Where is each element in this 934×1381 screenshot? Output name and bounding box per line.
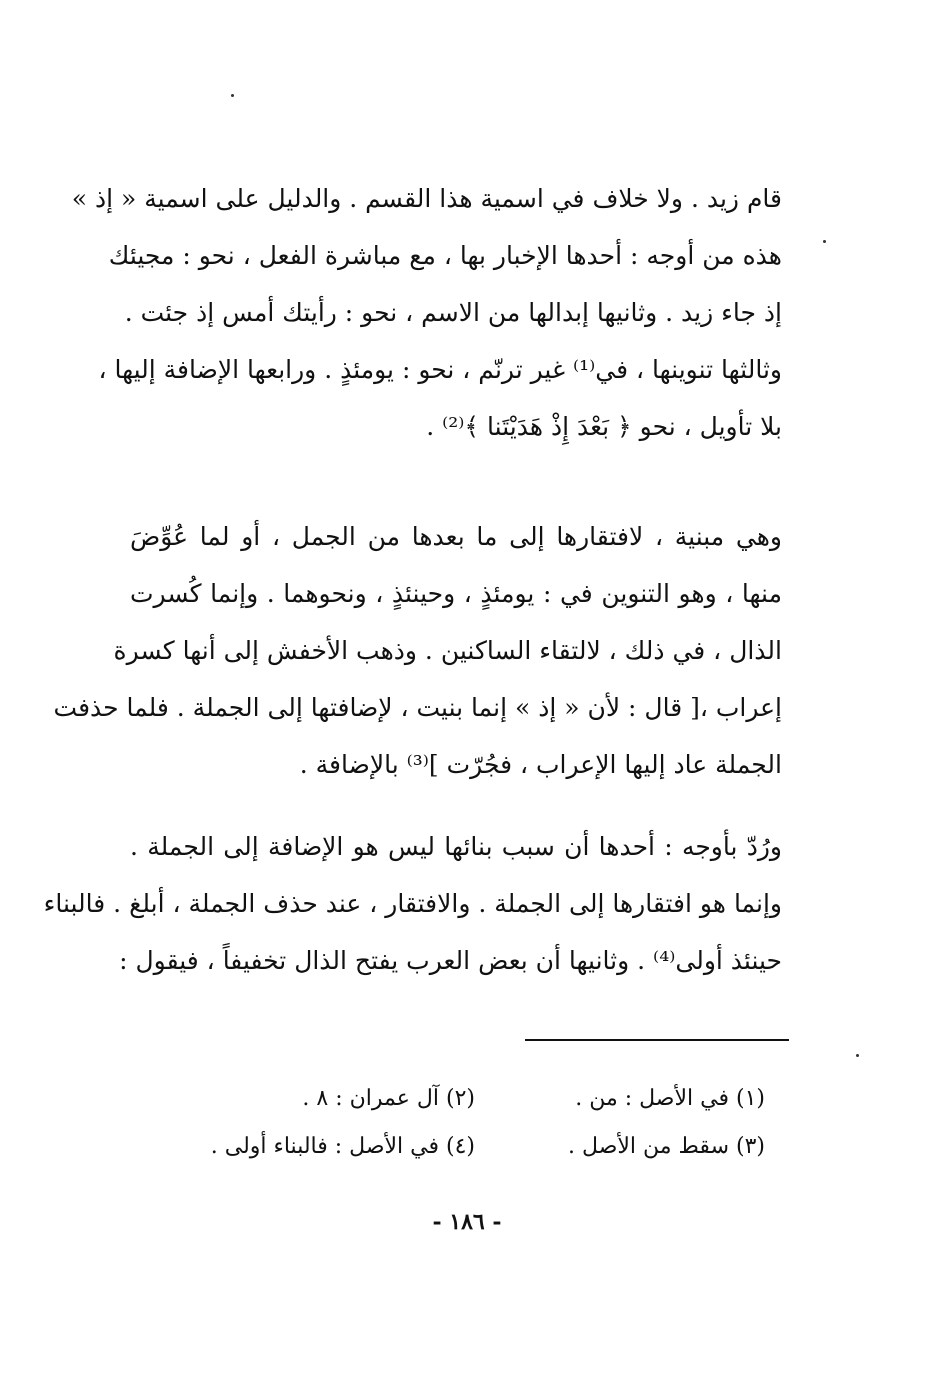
text-line: منها ، وهو التنوين في : يومئذٍ ، وحينئذٍ ، ونحوهما . وإنما كُسرت xyxy=(130,579,782,608)
text-line: ورُدّ بأوجه : أحدها أن سبب بنائها ليس هو الإضافة إلى الجملة . xyxy=(130,832,782,861)
footnote-3: (٣) سقط من الأصل . xyxy=(568,1134,765,1159)
scan-speck xyxy=(856,1054,859,1057)
text-line: وإنما هو افتقارها إلى الجملة . والافتقار ، عند حذف الجملة ، أبلغ . فالبناء xyxy=(43,889,782,918)
text-line: إعراب ،[ قال : لأن « إذ » إنما بنيت ، لإضافتها إلى الجملة . فلما حذفت xyxy=(53,693,782,722)
text-line: وثالثها تنوينها ، في⁽¹⁾ غير ترنّم ، نحو : يومئذٍ . ورابعها الإضافة إليها ، xyxy=(98,355,782,384)
paragraph-1 xyxy=(71,170,782,455)
text-line: حينئذ أولى⁽⁴⁾ . وثانيها أن بعض العرب يفتح الذال تخفيفاً ، فيقول : xyxy=(119,946,782,975)
footnote-4: (٤) في الأصل : فالبناء أولى . xyxy=(210,1134,475,1159)
paragraph-2 xyxy=(53,508,782,793)
text-line: الذال ، في ذلك ، لالتقاء الساكنين . وذهب الأخفش إلى أنها كسرة xyxy=(113,636,782,665)
text-line: قام زيد . ولا خلاف في اسمية هذا القسم . والدليل على اسمية « إذ » xyxy=(71,184,782,213)
text-line: بلا تأويل ، نحو ﴿ بَعْدَ إِذْ هَدَيْتَنا ﴾⁽²⁾ . xyxy=(426,412,782,441)
footnote-2: (٢) آل عمران : ٨ . xyxy=(302,1086,475,1111)
footnotes xyxy=(180,1075,765,1171)
paragraph-3 xyxy=(43,818,782,989)
footnote-1: (١) في الأصل : من . xyxy=(575,1086,765,1111)
footnote-row xyxy=(180,1075,765,1123)
text-line: إذ جاء زيد . وثانيها إبدالها من الاسم ، نحو : رأيتك أمس إذ جئت . xyxy=(124,298,782,327)
scan-speck xyxy=(823,240,826,243)
text-line: الجملة عاد إليها الإعراب ، فجُرّت ]⁽³⁾ بالإضافة . xyxy=(299,750,782,779)
page-number: - ١٨٦ - xyxy=(432,1209,502,1235)
scan-speck xyxy=(231,94,234,97)
text-line: هذه من أوجه : أحدها الإخبار بها ، مع مباشرة الفعل ، نحو : مجيئك xyxy=(108,241,782,270)
footnote-row xyxy=(180,1123,765,1171)
footnote-divider xyxy=(525,1039,789,1041)
text-line: وهي مبنية ، لافتقارها إلى ما بعدها من الجمل ، أو لما عُوِّضَ xyxy=(130,522,782,551)
